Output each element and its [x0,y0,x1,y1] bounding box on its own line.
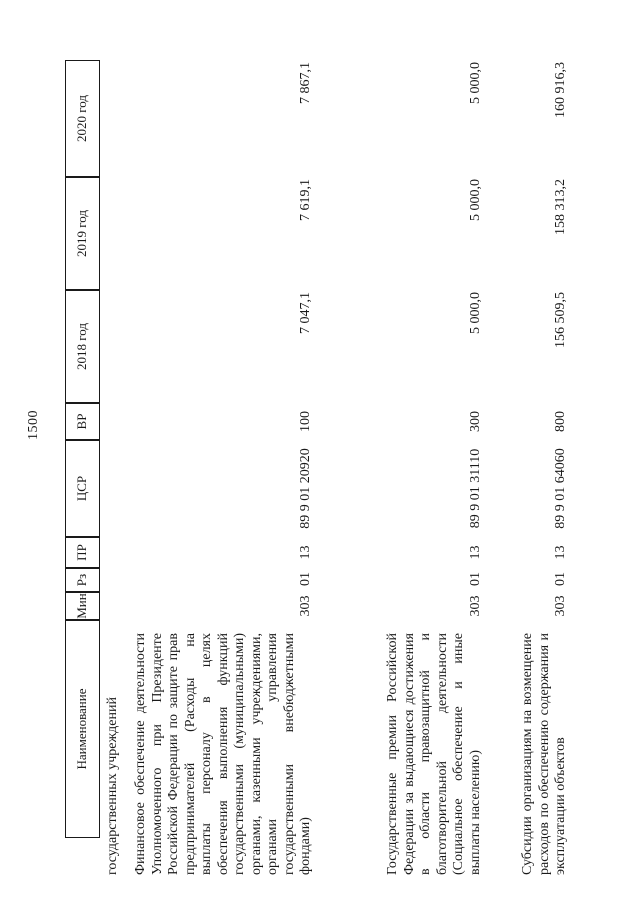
page-number: 1500 [26,410,41,440]
cell-2019: 7 619,1 [298,179,313,221]
cell-2020: 5 000,0 [467,62,483,104]
cell-rz: 01 [553,572,568,586]
cell-rz: 01 [298,572,313,586]
column-header-pr: ПР [65,537,100,568]
cell-vr: 100 [298,411,313,432]
cell-name: государственных учреждений [105,697,120,875]
column-header-2020: 2020 год [65,60,100,177]
cell-2020: 160 916,3 [553,62,568,118]
column-header-csr: ЦСР [65,440,100,537]
column-header-2019: 2019 год [65,177,100,290]
cell-pr: 13 [553,545,568,560]
table-row [520,60,570,875]
table-row [105,60,122,875]
cell-min: 303 [553,595,568,617]
cell-csr: 89 9 01 20920 [298,448,313,529]
cell-2019: 158 313,2 [553,179,568,235]
cell-min: 303 [467,595,483,617]
table-row [133,60,315,875]
cell-csr: 89 9 01 64060 [553,448,568,529]
cell-2018: 5 000,0 [467,292,483,334]
table-row [385,60,484,875]
column-header-min: Мин [65,592,100,620]
cell-2018: 156 509,5 [553,292,568,348]
cell-csr: 89 9 01 31110 [467,448,483,529]
column-header-rz: Рз [65,568,100,592]
cell-name: Государственные премии Российской Федерации за выдающиеся достижения в области правозащитной и благотворительной деятельности (Социальное обеспечение и иные выплаты населению) [385,633,483,875]
cell-2020: 7 867,1 [298,62,313,104]
cell-2018: 7 047,1 [298,292,313,334]
column-header-name: Наименование [65,620,100,838]
cell-pr: 13 [467,545,483,560]
cell-min: 303 [298,595,313,617]
cell-name: Финансовое обеспечение деятельности Уполномоченного при Президенте Российской Федерации по защите прав предпринимателей (Расходы на выплаты персоналу в целях обеспечения выполнения функций государственными (муниципальными) органами, казенными учреждениями, органами управления государственными внебюджетными фондами) [133,633,313,875]
cell-2019: 5 000,0 [467,179,483,221]
cell-rz: 01 [467,572,483,586]
column-header-vr: ВР [65,403,100,440]
column-header-2018: 2018 год [65,290,100,403]
rotated-canvas [0,60,600,875]
cell-vr: 800 [553,411,568,432]
cell-vr: 300 [467,411,483,432]
table-header-row [65,60,100,838]
cell-name: Субсидии организациям на возмещение расходов по обеспечению содержания и эксплуатации объектов [520,633,568,875]
cell-pr: 13 [298,545,313,560]
